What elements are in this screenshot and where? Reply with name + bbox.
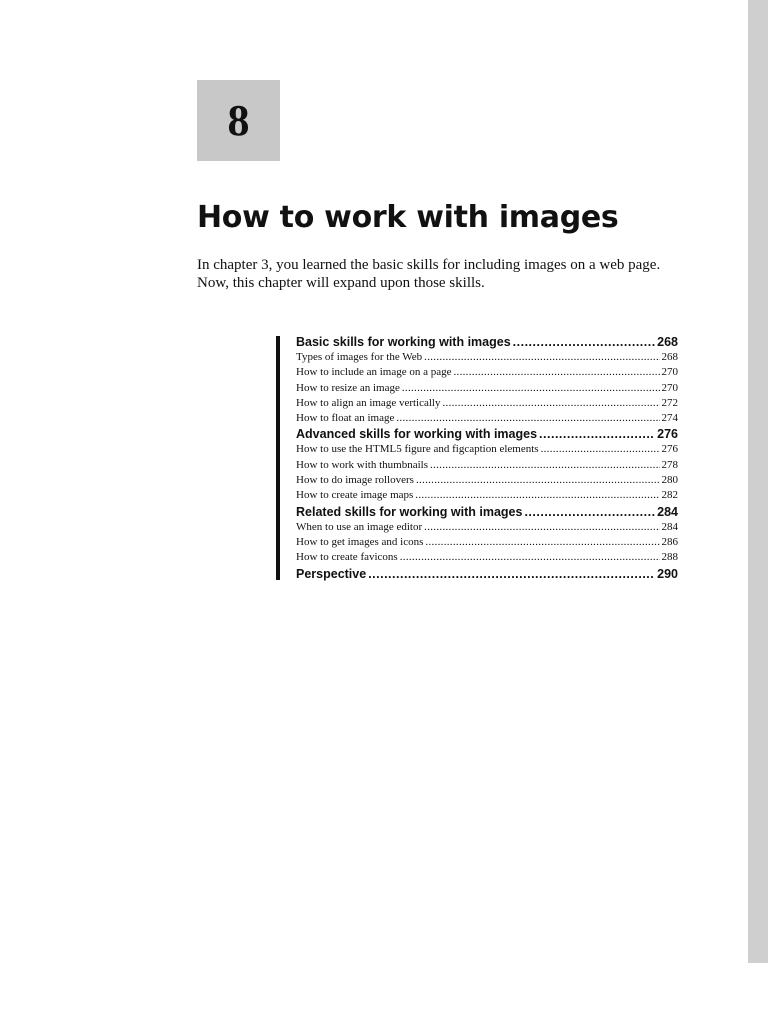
toc-page-number: 280 xyxy=(661,474,678,487)
toc-entry-label: How to include an image on a page xyxy=(296,366,452,379)
chapter-number: 8 xyxy=(227,96,250,145)
toc-page-number: 284 xyxy=(657,504,678,519)
toc-page-number: 270 xyxy=(661,366,678,379)
toc-entry-label: How to work with thumbnails xyxy=(296,458,428,471)
toc-topic[interactable] xyxy=(296,458,678,473)
toc-dot-leader xyxy=(541,442,660,457)
toc-entry-label: When to use an image editor xyxy=(296,520,423,533)
toc-topic[interactable] xyxy=(296,473,678,488)
toc-dot-leader xyxy=(400,550,660,565)
toc-topic[interactable] xyxy=(296,350,678,365)
toc-dot-leader xyxy=(442,396,659,411)
toc-page-number: 276 xyxy=(657,427,678,442)
chapter-title: How to work with images xyxy=(197,200,619,235)
toc-entry-label: How to use the HTML5 figure and figcaption elements xyxy=(296,443,539,456)
toc-page-number: 278 xyxy=(661,458,678,471)
toc-topic[interactable] xyxy=(296,396,678,411)
toc-entry-label: How to get images and icons xyxy=(296,535,424,548)
toc-dot-leader xyxy=(424,520,659,535)
toc-topic[interactable] xyxy=(296,535,678,550)
toc-page-number: 290 xyxy=(657,566,678,581)
toc-dot-leader xyxy=(453,365,659,380)
toc-dot-leader xyxy=(524,504,655,520)
toc-entry-label: How to create favicons xyxy=(296,551,398,564)
chapter-number-box xyxy=(197,80,280,161)
chapter-intro xyxy=(197,256,717,292)
table-of-contents xyxy=(296,334,678,582)
toc-section-perspective[interactable] xyxy=(296,566,678,582)
toc-dot-leader xyxy=(368,566,655,582)
toc-page-number: 268 xyxy=(661,351,678,363)
toc-page-number: 288 xyxy=(661,551,678,564)
toc-entry-label: How to float an image xyxy=(296,412,395,425)
toc-section-related-skills[interactable] xyxy=(296,504,678,520)
toc-section-advanced-skills[interactable] xyxy=(296,426,678,442)
toc-topic[interactable] xyxy=(296,442,678,457)
intro-line: Now, this chapter will expand upon those skills. xyxy=(197,275,485,291)
toc-accent-bar xyxy=(276,336,280,580)
toc-page-number: 284 xyxy=(661,520,678,533)
toc-topic[interactable] xyxy=(296,365,678,380)
toc-page-number: 270 xyxy=(661,381,678,394)
toc-page-number: 282 xyxy=(661,489,678,502)
toc-page-number: 276 xyxy=(661,443,678,456)
intro-line: In chapter 3, you learned the basic skills for including images on a web page. xyxy=(197,257,661,273)
toc-topic[interactable] xyxy=(296,520,678,535)
toc-dot-leader xyxy=(539,426,655,442)
toc-dot-leader xyxy=(396,411,659,426)
toc-topic[interactable] xyxy=(296,488,678,503)
toc-dot-leader xyxy=(415,488,659,503)
toc-entry-label: Advanced skills for working with images xyxy=(296,427,538,442)
toc-dot-leader xyxy=(402,381,660,396)
toc-section-basic-skills[interactable] xyxy=(296,334,678,350)
vertical-scrollbar[interactable] xyxy=(748,0,768,963)
toc-dot-leader xyxy=(424,350,659,365)
toc-page-number: 268 xyxy=(657,335,678,349)
toc-entry-label: How to align an image vertically xyxy=(296,396,441,409)
toc-entry-label: Types of images for the Web xyxy=(296,351,423,363)
toc-topic[interactable] xyxy=(296,411,678,426)
toc-page-number: 272 xyxy=(661,396,678,409)
toc-entry-label: Perspective xyxy=(296,566,367,581)
toc-entry-label: Basic skills for working with images xyxy=(296,335,511,349)
toc-dot-leader xyxy=(430,458,660,473)
toc-page-number: 274 xyxy=(661,412,678,425)
toc-topic[interactable] xyxy=(296,381,678,396)
toc-entry-label: Related skills for working with images xyxy=(296,504,523,519)
toc-dot-leader xyxy=(416,473,660,488)
toc-entry-label: How to resize an image xyxy=(296,381,400,394)
toc-page-number: 286 xyxy=(661,535,678,548)
toc-dot-leader xyxy=(513,334,655,350)
toc-entry-label: How to do image rollovers xyxy=(296,474,414,487)
toc-dot-leader xyxy=(425,535,659,550)
toc-entry-label: How to create image maps xyxy=(296,489,414,502)
toc-topic[interactable] xyxy=(296,550,678,565)
